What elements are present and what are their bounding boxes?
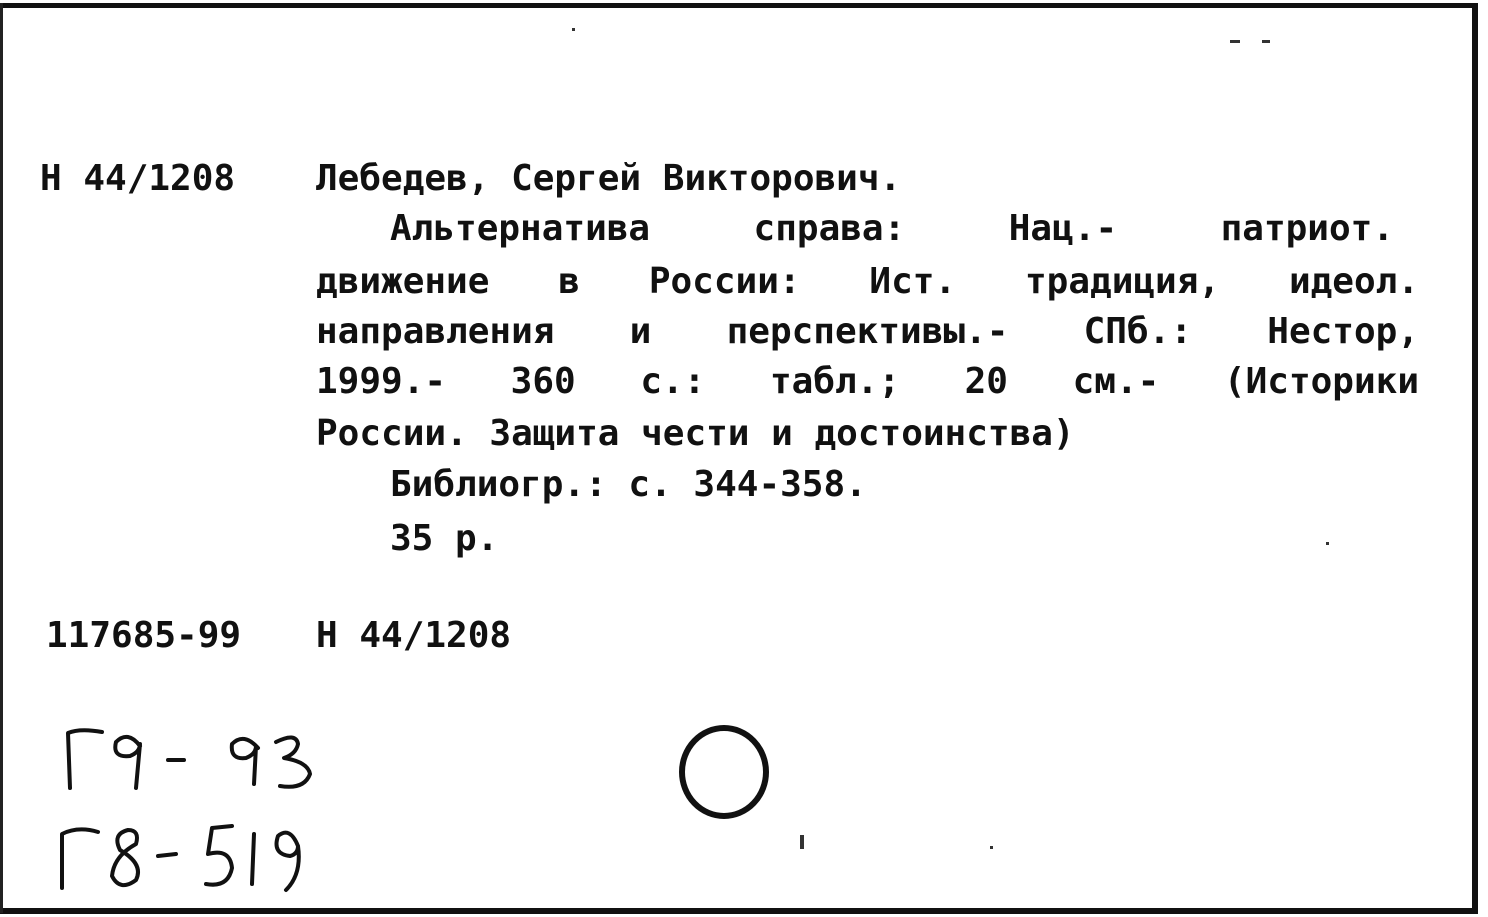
- description-line-3: направления и перспективы.- СПб.: Нестор,: [316, 311, 1419, 352]
- inventory-shelfmark: Н 44/1208: [316, 615, 512, 656]
- description-line-4: 1999.- 360 с.: табл.; 20 см.- (Историки: [316, 361, 1419, 402]
- handwritten-notes: [40, 708, 340, 898]
- speck: [800, 835, 804, 849]
- shelfmark: Н 44/1208: [40, 158, 236, 199]
- speck: [990, 846, 993, 849]
- speck: [572, 28, 575, 31]
- author-heading: Лебедев, Сергей Викторович.: [316, 158, 902, 199]
- circle-mark-icon: [672, 722, 782, 832]
- card-border-right: [1472, 3, 1478, 913]
- inventory-number: 117685-99: [46, 615, 242, 656]
- speck: [1262, 40, 1270, 43]
- card-border-top: [0, 3, 1478, 8]
- description-line-2: движение в России: Ист. традиция, идеол.: [316, 261, 1419, 302]
- price: 35 р.: [390, 518, 499, 559]
- card-border-left: [0, 3, 3, 913]
- description-line-1: Альтернатива справа: Нац.- патриот.: [390, 208, 1394, 249]
- speck: [1326, 542, 1329, 545]
- bibliography-note: Библиогр.: с. 344-358.: [390, 464, 867, 505]
- card-border-bottom: [0, 908, 1478, 914]
- description-line-5: России. Защита чести и достоинства): [316, 413, 1075, 454]
- speck: [1230, 40, 1240, 43]
